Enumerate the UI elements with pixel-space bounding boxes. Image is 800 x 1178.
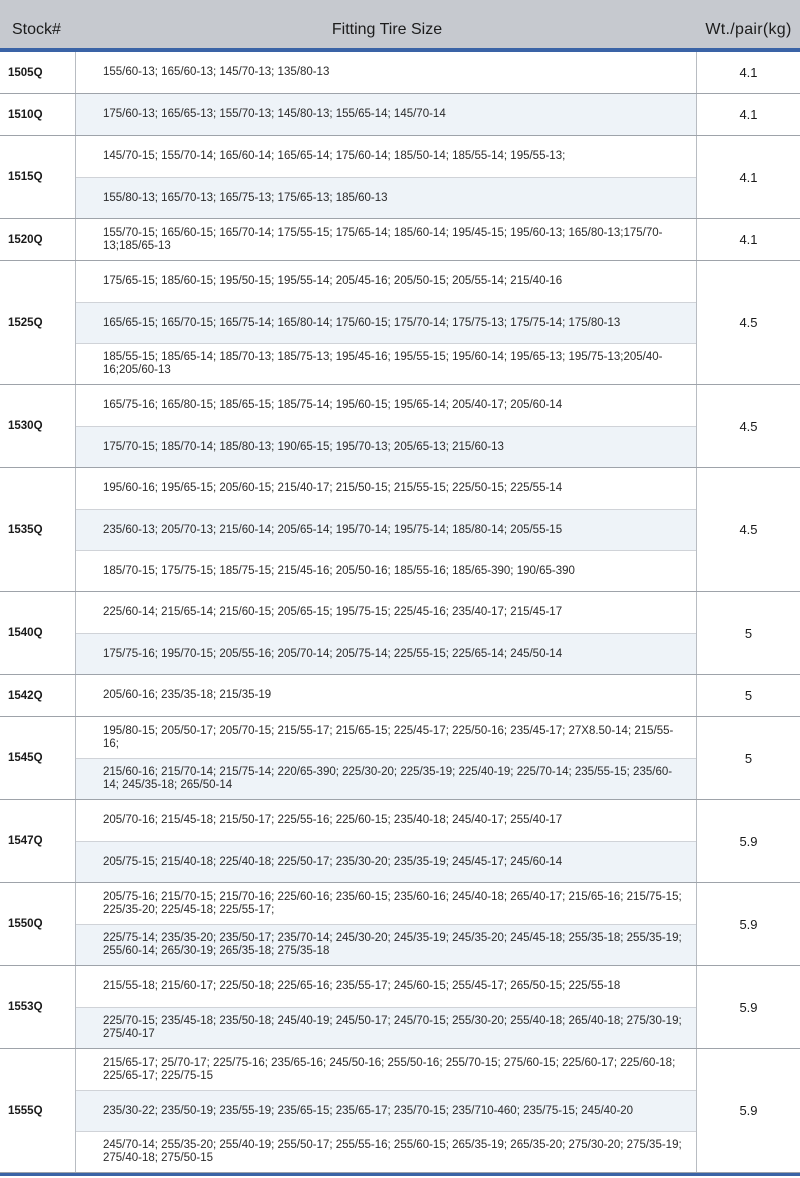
weight-per-pair: 5 (696, 675, 800, 716)
size-list-line: 235/30-22; 235/50-19; 235/55-19; 235/65-15; 235/65-17; 235/70-15; 235/710-460; 235/75-15; 245/40-20 (76, 1090, 696, 1131)
size-list-line: 245/70-14; 255/35-20; 255/40-19; 255/50-17; 255/55-16; 255/60-15; 265/35-19; 265/35-20; 275/30-20; 275/35-19; 275/40-18; 275/50-15 (76, 1131, 696, 1172)
table-row (0, 468, 800, 592)
stock-number: 1540Q (8, 627, 43, 639)
table-row (0, 966, 800, 1049)
fitting-sizes-cell (75, 592, 696, 674)
fitting-sizes-cell (75, 966, 696, 1048)
fitting-sizes-cell (75, 385, 696, 467)
table-row (0, 52, 800, 94)
weight-per-pair: 5.9 (696, 966, 800, 1048)
fitting-sizes-cell (75, 717, 696, 799)
fitting-sizes-cell (75, 468, 696, 591)
table-bottom-rule (0, 1173, 800, 1176)
weight-per-pair: 5.9 (696, 1049, 800, 1172)
stock-number: 1515Q (8, 171, 43, 183)
fitting-sizes-cell (75, 1049, 696, 1172)
size-list-line: 165/75-16; 165/80-15; 185/65-15; 185/75-14; 195/60-15; 195/65-14; 205/40-17; 205/60-14 (103, 399, 563, 411)
table-row (0, 136, 800, 219)
weight-per-pair: 4.1 (696, 219, 800, 260)
weight-per-pair: 5 (696, 717, 800, 799)
table-row (0, 94, 800, 136)
size-list-line: 185/70-15; 175/75-15; 185/75-15; 215/45-16; 205/50-16; 185/55-16; 185/65-390; 190/65-390 (76, 550, 696, 591)
table-row (0, 219, 800, 261)
size-list-line: 155/60-13; 165/60-13; 145/70-13; 135/80-13 (103, 66, 330, 78)
table-row (0, 385, 800, 468)
size-list-line: 175/70-15; 185/70-14; 185/80-13; 190/65-15; 195/70-13; 205/65-13; 215/60-13 (76, 426, 696, 467)
weight-per-pair: 4.1 (696, 94, 800, 135)
fitting-sizes-cell (75, 800, 696, 882)
fitting-sizes-cell (75, 883, 696, 965)
stock-number: 1547Q (8, 835, 43, 847)
stock-number: 1555Q (8, 1104, 43, 1117)
table-row (0, 717, 800, 800)
header-fitting-tire-size: Fitting Tire Size (331, 21, 443, 38)
weight-per-pair: 4.1 (696, 136, 800, 218)
table-row (0, 800, 800, 883)
size-list-line: 215/65-17; 25/70-17; 225/75-16; 235/65-16; 245/50-16; 255/50-16; 255/70-15; 275/60-15; 225/60-17; 225/60-18; 225/65-17; 225/75-15 (103, 1056, 676, 1082)
stock-number: 1510Q (8, 108, 43, 121)
size-list-line: 225/70-15; 235/45-18; 235/50-18; 245/40-19; 245/50-17; 245/70-15; 255/30-20; 255/40-18; 265/40-18; 275/30-19; 275/40-17 (76, 1007, 696, 1048)
size-list-line: 205/60-16; 235/35-18; 215/35-19 (103, 689, 272, 701)
stock-number: 1542Q (8, 689, 43, 702)
size-list-line: 175/60-13; 165/65-13; 155/70-13; 145/80-13; 155/65-14; 145/70-14 (76, 94, 696, 135)
table-row (0, 261, 800, 385)
table-row (0, 675, 800, 717)
header-weight-per-pair: Wt./pair(kg) (705, 21, 792, 38)
weight-per-pair: 5.9 (696, 883, 800, 965)
size-list-line: 205/75-15; 215/40-18; 225/40-18; 225/50-17; 235/30-20; 235/35-19; 245/45-17; 245/60-14 (76, 841, 696, 882)
size-list-line: 155/70-15; 165/60-15; 165/70-14; 175/55-15; 175/65-14; 185/60-14; 195/45-15; 195/60-13; 165/80-13;175/70-13;185/65-13 (103, 226, 663, 252)
size-list-line: 225/75-14; 235/35-20; 235/50-17; 235/70-14; 245/30-20; 245/35-19; 245/35-20; 245/45-18; 255/35-18; 255/35-19; 255/60-14; 265/30-19; 265/35-18; 275/35-18 (76, 924, 696, 965)
size-list-line: 225/60-14; 215/65-14; 215/60-15; 205/65-15; 195/75-15; 225/45-16; 235/40-17; 215/45-17 (103, 606, 563, 618)
stock-number: 1545Q (8, 752, 43, 764)
fitting-sizes-cell (75, 675, 696, 716)
size-list-line: 215/55-18; 215/60-17; 225/50-18; 225/65-16; 235/55-17; 245/60-15; 255/45-17; 265/50-15; 225/55-18 (103, 980, 621, 992)
size-list-line: 235/60-13; 205/70-13; 215/60-14; 205/65-14; 195/70-14; 195/75-14; 185/80-14; 205/55-15 (76, 509, 696, 550)
size-list-line: 195/80-15; 205/50-17; 205/70-15; 215/55-17; 215/65-15; 225/45-17; 225/50-16; 235/45-17; 27X8.50-14; 215/55-16; (103, 724, 674, 750)
stock-number: 1520Q (8, 233, 43, 246)
fitting-sizes-cell (75, 219, 696, 260)
table-row (0, 592, 800, 675)
header-stock: Stock# (12, 21, 61, 38)
size-list-line: 175/65-15; 185/60-15; 195/50-15; 195/55-14; 205/45-16; 205/50-15; 205/55-14; 215/40-16 (103, 275, 563, 287)
weight-per-pair: 4.5 (696, 261, 800, 384)
size-list-line: 185/55-15; 185/65-14; 185/70-13; 185/75-13; 195/45-16; 195/55-15; 195/60-14; 195/65-13; 195/75-13;205/40-16;205/60-13 (76, 343, 696, 384)
weight-per-pair: 4.5 (696, 385, 800, 467)
fitting-sizes-cell (75, 52, 696, 93)
size-list-line: 205/75-16; 215/70-15; 215/70-16; 225/60-16; 235/60-15; 235/60-16; 245/40-18; 265/40-17; 215/65-16; 215/75-15; 225/35-20; 225/45-18; 225/55-17; (103, 890, 682, 916)
stock-number: 1550Q (8, 918, 43, 930)
size-list-line: 145/70-15; 155/70-14; 165/60-14; 165/65-14; 175/60-14; 185/50-14; 185/55-14; 195/55-13; (103, 150, 566, 162)
fitting-sizes-cell (75, 261, 696, 384)
weight-per-pair: 4.5 (696, 468, 800, 591)
size-list-line: 165/65-15; 165/70-15; 165/75-14; 165/80-14; 175/60-15; 175/70-14; 175/75-13; 175/75-14; 175/80-13 (76, 302, 696, 343)
size-list-line: 175/75-16; 195/70-15; 205/55-16; 205/70-14; 205/75-14; 225/55-15; 225/65-14; 245/50-14 (76, 633, 696, 674)
stock-number: 1525Q (8, 316, 43, 329)
table-header (0, 0, 800, 52)
stock-number: 1535Q (8, 523, 43, 536)
weight-per-pair: 5 (696, 592, 800, 674)
size-list-line: 195/60-16; 195/65-15; 205/60-15; 215/40-17; 215/50-15; 215/55-15; 225/50-15; 225/55-14 (103, 482, 563, 494)
table-row (0, 1049, 800, 1173)
size-list-line: 215/60-16; 215/70-14; 215/75-14; 220/65-390; 225/30-20; 225/35-19; 225/40-19; 225/70-14; 235/55-15; 235/60-14; 245/35-18; 265/50-14 (76, 758, 696, 799)
stock-number: 1530Q (8, 420, 43, 432)
size-list-line: 205/70-16; 215/45-18; 215/50-17; 225/55-16; 225/60-15; 235/40-18; 245/40-17; 255/40-17 (103, 814, 563, 826)
weight-per-pair: 5.9 (696, 800, 800, 882)
fitting-sizes-cell (75, 94, 696, 135)
size-list-line: 155/80-13; 165/70-13; 165/75-13; 175/65-13; 185/60-13 (76, 177, 696, 218)
table-row (0, 883, 800, 966)
table-body (0, 52, 800, 1173)
stock-number: 1505Q (8, 66, 43, 79)
fitting-sizes-cell (75, 136, 696, 218)
weight-per-pair: 4.1 (696, 52, 800, 93)
stock-number: 1553Q (8, 1001, 43, 1013)
